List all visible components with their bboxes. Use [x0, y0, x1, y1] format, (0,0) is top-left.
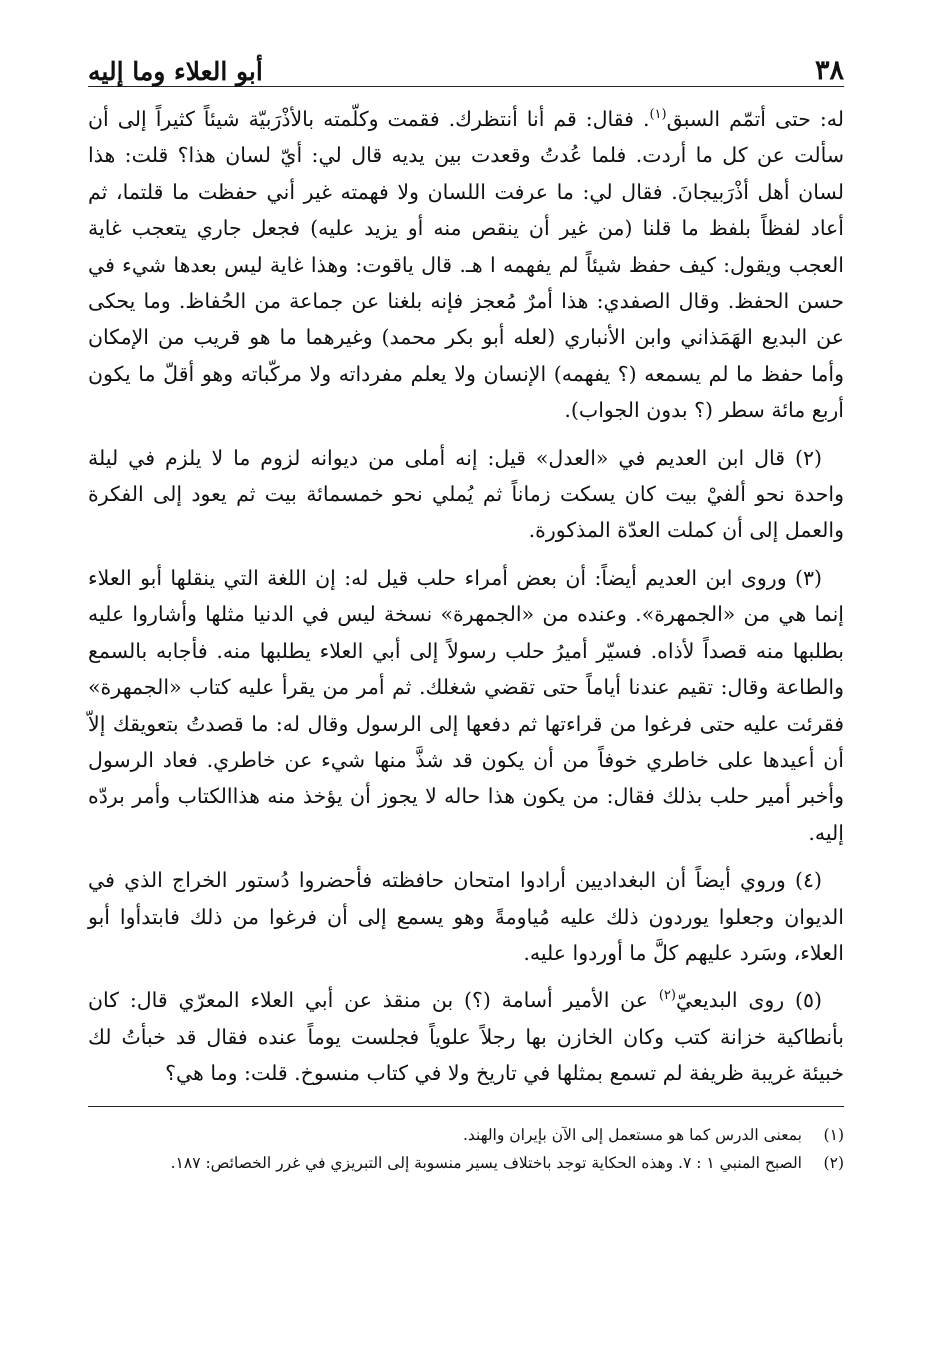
book-page — [88, 40, 844, 1340]
footnote-divider — [88, 1106, 844, 1107]
main-text — [88, 101, 844, 1092]
paragraph-3 — [88, 560, 844, 851]
paragraph-text: . فقال: قم أنا أنتظرك. فقمت وكلّمته بالأذْرَبيّة شيئاً كثيراً إلى أن سألت عن كل ما أردت. فلما عُدتُ وقعدت بين يديه قال لي: أيّ لسان هذا؟ قلت: هذا لسان أهل أذْرَبيجانَ. فقال لي: ما عرفت اللسان ولا فهمته غير أني حفظت ما قلتما، ثم أعاد لفظاً بلفظ ما قلنا (من غير أن ينقص منه أو يزيد عليه) فجعل جاري يتعجب غاية العجب ويقول: كيف حفظ شيئاً لم يفهمه ا هـ. قال ياقوت: وهذا غاية ليس بعدها شيء في حسن الحفظ. وقال الصفدي: هذا أمرٌ مُعجز فإنه بلغنا عن جماعة من الحُفاظ. وما يحكى عن البديع الهَمَذاني وابن الأنباري (لعله أبو بكر محمد) وغيرهما ما هو قريب من الإمكان وأما حفظ ما لم يسمعه (؟ يفهمه) الإنسان ولا يعلم مفرداته ولا مركّباته وهو أقلّ ما يكون أربع مائة سطر (؟ بدون الجواب). — [88, 107, 844, 423]
paragraph-text: عن الأمير أسامة (؟) بن منقذ عن أبي العلاء المعرّي قال: كان بأنطاكية خزانة كتب وكان الخازن بها رجلاً علوياً فجلست يوماً عنده فقال قد خبأتُ لك خبيئة غريبة ظريفة لم تسمع بمثلها في تاريخ ولا في كتاب منسوخ. قلت: وما هي؟ — [88, 988, 844, 1086]
paragraph-4 — [88, 862, 844, 971]
footnote-2 — [88, 1149, 844, 1177]
footnote-ref-1: (١) — [649, 107, 667, 123]
footnote-text: الصبح المنبي ١ : ٧. وهذه الحكاية توجد باختلاف يسير منسوبة إلى التبريزي في غرر الخصائص: ١٨٧. — [170, 1153, 802, 1172]
paragraph-5 — [88, 982, 844, 1091]
paragraph-text: (٢) قال ابن العديم في «العدل» قيل: إنه أملى من ديوانه لزوم ما لا يلزم في ليلة واحدة نحو ألفيْ بيت كان يسكت زماناً ثم يُملي نحو خمسمائة بيت ثم يعود إلى الفكرة والعمل إلى أن كملت العدّة المذكورة. — [88, 445, 844, 543]
footnote-text: بمعنى الدرس كما هو مستعمل إلى الآن بإيران والهند. — [462, 1125, 802, 1144]
paragraph-continuation — [88, 101, 844, 429]
paragraph-text: (٥) روى البديعيّ — [675, 988, 822, 1013]
footnote-1 — [88, 1121, 844, 1149]
footnote-number: (٢) — [823, 1153, 844, 1172]
page-number: ٣٨ — [814, 55, 844, 86]
paragraph-text: (٤) وروي أيضاً أن البغداديين أرادوا امتحان حافظته فأحضروا دُستور الخراج الذي في الديوان وجعلوا يوردون ذلك عليه مُياومةً وهو يسمع إلى أن فرغوا من ذلك فابتدأوا أبو العلاء، وسَرد عليهم كلَّ ما أوردوا عليه. — [88, 868, 844, 965]
footnotes — [88, 1106, 844, 1177]
page-header — [88, 40, 844, 87]
footnote-ref-2: (٢) — [658, 988, 676, 1004]
paragraph-text: له: حتى أتمّم السبق — [666, 107, 845, 131]
running-title: أبو العلاء وما إليه — [88, 57, 263, 86]
paragraph-text: (٣) وروى ابن العديم أيضاً: أن بعض أمراء حلب قيل له: إن اللغة التي ينقلها أبو العلاء إنما هي من «الجمهرة». وعنده من «الجمهرة» نسخة ليس في الدنيا مثلها وأشاروا عليه بطلبها منه قصداً لأذاه. فسيّر أميرُ حلب رسولاً إلى أبي العلاء يطلبها منه. فأجابه بالسمع والطاعة وقال: تقيم عندنا أياماً حتى تقضي شغلك. ثم أمر من يقرأ عليه كتاب «الجمهرة» فقرئت عليه حتى فرغوا من قراءتها ثم دفعها إلى الرسول وقال له: ما قصدتُ بتعويقك إلاّ أن أعيدها على خاطري خوفاً من أن يكون قد شذَّ منها شيء عن خاطري. فعاد الرسول وأخبر أمير حلب بذلك فقال: من يكون هذا حاله لا يجوز أن يؤخذ منه هذاالكتاب وأمر بردّه إليه. — [88, 565, 845, 845]
paragraph-2 — [88, 440, 844, 549]
footnote-number: (١) — [823, 1125, 844, 1144]
